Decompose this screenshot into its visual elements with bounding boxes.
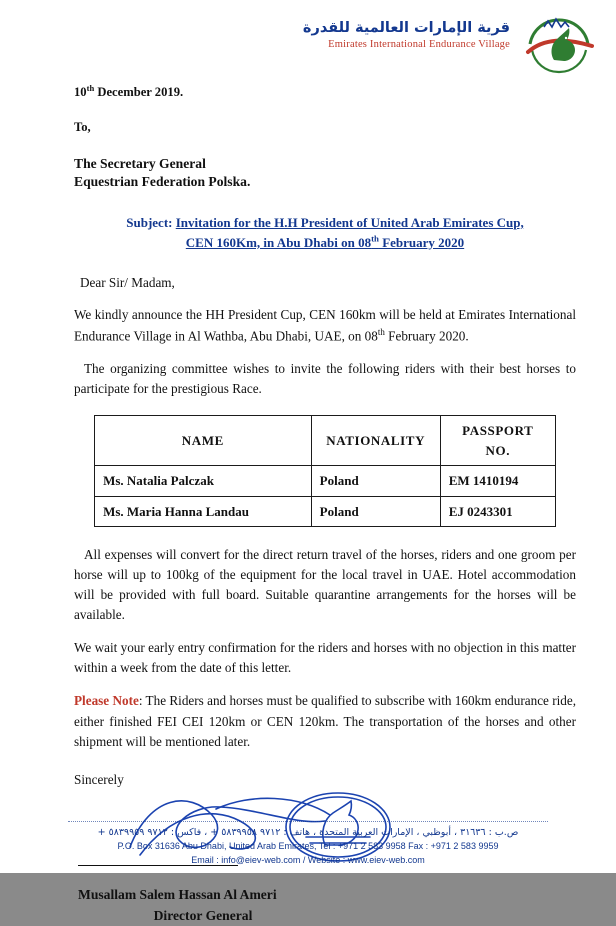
letter-paragraph-2: The organizing committee wishes to invite the following riders with their best horses to participate for the prestigious Race.: [74, 360, 576, 397]
letter-paragraph-3: All expenses will convert for the direct return travel of the horses, riders and one groom per horse will up to 100kg of the equipment for the local travel in UAE. Hotel accommodation will be provided with full board. Suitable quarantine arrangements for the horses will be available.: [74, 547, 576, 623]
letterhead-text: [303, 14, 520, 50]
letter-date: 10th December 2019.: [74, 83, 184, 100]
footer-address: P.O. Box 31636 Abu Dhabi, United Arab Emirates, Tel : +971 2 583 9958 Fax : +971 2 583 9959: [117, 841, 499, 851]
rider-passport: EJ 0243301: [440, 496, 555, 527]
rider-name: Ms. Maria Hanna Landau: [95, 496, 312, 527]
letter-note: [74, 691, 576, 751]
date-superscript: th: [86, 83, 95, 93]
table-row: [95, 496, 556, 527]
letter-closing: Sincerely: [74, 771, 124, 787]
letterhead-arabic-title: قرية الإمارات العالمية للقدرة: [302, 20, 510, 36]
addressee-line-1: The Secretary General: [74, 155, 206, 171]
paragraph-superscript: th: [377, 326, 385, 337]
column-header-nationality: NATIONALITY: [311, 416, 440, 466]
subject-line-2: CEN 160Km, in Abu Dhabi on 08th February 2020: [185, 233, 465, 250]
rider-nationality: Poland: [311, 466, 440, 497]
note-label: Please Note: [74, 693, 139, 709]
letter-subject: [74, 214, 576, 253]
letter-body: [0, 82, 616, 926]
footer-divider: [68, 821, 548, 822]
addressee-line-2: Equestrian Federation Polska.: [74, 174, 251, 190]
riders-table: [94, 415, 556, 527]
letter-to: To,: [74, 120, 91, 135]
table-header-row: [95, 416, 556, 466]
rider-name: Ms. Natalia Palczak: [95, 466, 312, 497]
rider-passport: EM 1410194: [440, 466, 555, 497]
signatory-name: Musallam Salem Hassan Al Ameri: [78, 887, 277, 903]
signatory-title: Director General: [153, 907, 253, 923]
letterhead-english-title: Emirates International Endurance Village: [328, 39, 510, 50]
note-text: : The Riders and horses must be qualified to subscribe with 160km endurance ride, either finished FEI CEI 120km or CEN 120km. The transportation of the horses and other shipment will be mentioned later.: [74, 693, 577, 749]
footer-contact: Email : info@eiev-web.com / Website : www.eiev-web.com: [191, 854, 425, 865]
letter-paragraph-4: We wait your early entry confirmation for the riders and horses with no objection in this matter within a week from the date of this letter.: [74, 640, 576, 676]
letter-addressee: [74, 155, 576, 192]
column-header-passport: PASSPORT NO.: [440, 416, 555, 466]
eiev-logo-icon: [520, 14, 598, 76]
letterhead: [0, 0, 616, 78]
subject-line-1: Invitation for the H.H President of United Arab Emirates Cup,: [175, 214, 524, 230]
subject-superscript: th: [371, 233, 379, 244]
column-header-name: NAME: [95, 416, 312, 466]
letter-footer: [0, 821, 616, 867]
subject-label: Subject:: [126, 214, 176, 230]
rider-nationality: Poland: [311, 496, 440, 527]
letter-salutation: Dear Sir/ Madam,: [80, 274, 175, 290]
footer-arabic: ص.ب : ٣١٦٣٦ ، أبوظبي ، الإمارات العربية المتحدة ، هاتف : ٩٧١٢ ٥٨٣٩٩٥٨ + ، فاكس : ٩٧١٢ ٥٨٣٩٩٥٩ +: [97, 827, 519, 838]
letter-paragraph-1: We kindly announce the HH President Cup, CEN 160km will be held at Emirates International Endurance Village in Al Wathba, Abu Dhabi, UAE, on 08th February 2020.: [74, 307, 576, 343]
table-row: [95, 466, 556, 497]
